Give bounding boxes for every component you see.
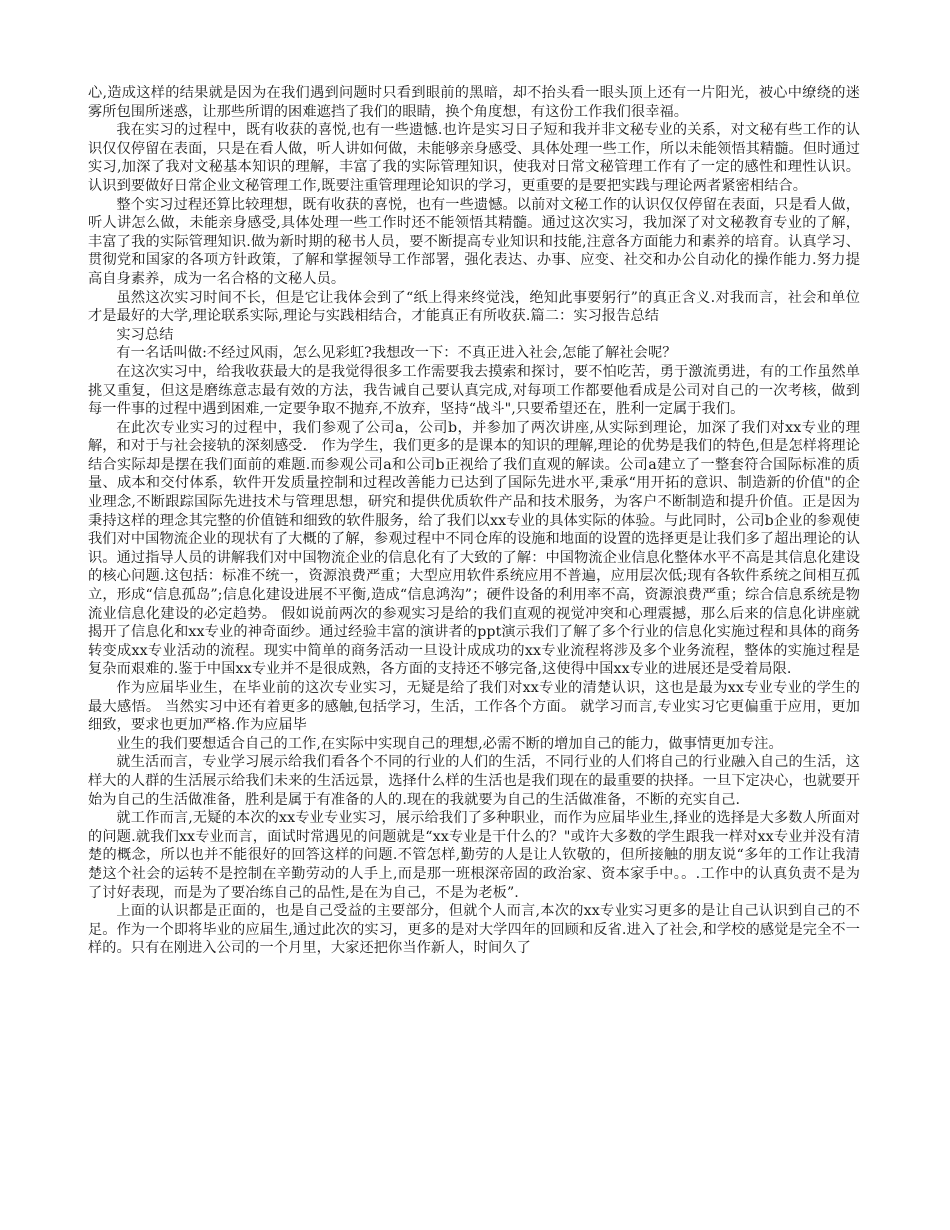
paragraph-2: 我在实习的过程中，既有收获的喜悦,也有一些遗憾.也许是实习日子短和我并非文秘专业的关系，对文秘有些工作的认识仅仅停留在表面，只是在看人做，听人讲如何做，未能够亲身感受、具体处理一些工作，所以未能领悟其精髓。但时通过实习,加深了我对文秘基本知识的理解，丰富了我的实际管理知识，使我对日常文秘管理工作有了一定的感性和理性认识。认识到要做好日常企业文秘管理工作,既要注重管理理论知识的学习，更重要的是要把实践与理论两者紧密相结合。 (88, 122, 860, 194)
paragraph-11: 就工作而言,无疑的本次的xx专业专业实习，展示给我们了多种职业，而作为应届毕业生,择业的选择是大多数人所面对的问题.就我们xx专业而言，面试时常遇见的问题就是“xx专业是干什么的？"或许大多数的学生跟我一样对xx专业并没有清楚的概念，所以也并不能很好的回答这样的问题.不管怎样,勤劳的人是让人钦敬的，但所接触的朋友说“多年的工作让我清楚这个社会的运转不是控制在辛勤劳动的人手上,而是那一班根深帝固的政治家、资本家手中。。.工作中的认真负责不是为了讨好表现，而是为了要冶练自己的品性,是在为自己，不是为老板”. (88, 810, 860, 901)
document-body (88, 84, 860, 958)
paragraph-10: 就生活而言，专业学习展示给我们看各个不同的行业的人们的生活，不同行业的人们将自己的行业融入自己的生活，这样大的人群的生活展示给我们未来的生活远景，选择什么样的生活也是我们现在的最重要的抉择。一旦下定决心，也就要开始为自己的生活做准备，胜利是属于有准备的人的.现在的我就要为自己的生活做准备，不断的充实自己. (88, 754, 860, 808)
paragraph-9: 业生的我们要想适合自己的工作,在实际中实现自己的理想,必需不断的增加自己的能力，做事情更加专注。 (116, 735, 783, 752)
paragraph-6: 在这次实习中，给我收获最大的是我觉得很多工作需要我去摸索和探讨，要不怕吃苦，勇于激流勇进，有的工作虽然单挑又重复，但这是磨练意志最有效的方法，我告诫自己要认真完成,对每项工作都要他看成是公司对自己的一次考核，做到每一件事的过程中遇到困难,一定要争取不抛弃,不放弃，坚持“战斗",只要希望还在，胜利一定属于我们。 (88, 363, 860, 418)
paragraph-7: 在此次专业实习的过程中，我们参观了公司a，公司b，并参加了两次讲座,从实际到理论，加深了我们对xx专业的理解，和对于与社会接轨的深刻感受． 作为学生，我们更多的是课本的知识的理解,理论的优势是我们的特色,但是怎样将理论结合实际却是摆在我们面前的难题.而参观公司a和公司b正视给了我们直观的解读。公司a建立了一整套符合国际标准的质量、成本和交付体系，软件开发质量控制和过程改善能力已达到了国际先进水平,秉承“用开拓的意识、制造新的价值"的企业理念,不断跟踪国际先进技术与管理思想，研究和提供优质软件产品和技术服务，为客户不断制造和提升价值。正是因为秉持这样的理念其完整的价值链和细致的软件服务，给了我们以xx专业的具体实际的体验。与此同时，公司b企业的参观使我们对中国物流企业的现状有了大概的了解，参观过程中不同仓库的设施和地面的设置的选择更是让我们多了超出理论的认识。通过指导人员的讲解我们对中国物流企业的信息化有了大致的了解：中国物流企业信息化整体水平不高是其信息化建设的核心问题.这包括：标准不统一，资源浪费严重；大型应用软件系统应用不普遍，应用层次低;现有各软件系统之间相互孤立，形成“信息孤岛”;信息化建设进展不平衡,造成“信息鸿沟”；硬件设备的利用率不高，资源浪费严重；综合信息系统是物流业信息化建设的必定趋势。 假如说前两次的参观实习是给的我们直观的视觉冲突和心理震撼，那么后来的信息化讲座就揭开了信息化和xx专业的神奇面纱。通过经验丰富的演讲者的ppt演示我们了解了多个行业的信息化实施过程和具体的商务转变成xx专业活动的流程。现实中简单的商务活动一旦设计成成功的xx专业流程将涉及多个业务流程，整体的实施过程是复杂而艰难的.鉴于中国xx专业并不是很成熟，各方面的支持还不够完备,这使得中国xx专业的进展还是受着局限. (88, 419, 860, 678)
paragraph-12: 上面的认识都是正面的，也是自己受益的主要部分，但就个人而言,本次的xx专业实习更多的是让自己认识到自己的不足。作为一个即将毕业的应届生,通过此次的实习，更多的是对大学四年的回顾和反省.进入了社会,和学校的感觉是完全不一样的。只有在刚进入公司的一个月里，大家还把你当作新人，时间久了 (88, 903, 860, 957)
section-heading: 实习总结 (116, 326, 174, 343)
paragraph-4: 虽然这次实习时间不长，但是它让我体会到了“纸上得来终觉浅，绝知此事要躬行”的真正含义.对我而言，社会和单位才是最好的大学,理论联系实际,理论与实践相结合，才能真正有所收获.篇二：实习报告总结 (88, 289, 860, 325)
paragraph-8: 作为应届毕业生，在毕业前的这次专业实习，无疑是给了我们对xx专业的清楚认识，这也是最为xx专业专业的学生的最大感悟。 当然实习中还有着更多的感触,包括学习，生活，工作各个方面。 就学习而言,专业实习它更偏重于应用，更加细致，要求也更加严格.作为应届毕 (88, 680, 860, 734)
paragraph-5: 有一名话叫做:不经过风雨，怎么见彩虹?我想改一下：不真正进入社会,怎能了解社会呢？ (116, 345, 677, 362)
paragraph-1: 心,造成这样的结果就是因为在我们遇到问题时只看到眼前的黑暗，却不抬头看一眼头顶上还有一片阳光，被心中缭绕的迷雾所包围所迷惑，让那些所谓的困难遮挡了我们的眼睛，换个角度想，有这份工作我们很幸福。 (88, 85, 860, 120)
paragraph-3: 整个实习过程还算比较理想，既有收获的喜悦，也有一些遗憾。以前对文秘工作的认识仅仅停留在表面，只是看人做，听人讲怎么做，未能亲身感受,具体处理一些工作时还不能领悟其精髓。通过这次实习，我加深了对文秘教育专业的了解，丰富了我的实际管理知识.做为新时期的秘书人员，要不断提高专业知识和技能,注意各方面能力和素养的培育。认真学习、贯彻党和国家的各项方针政策，了解和掌握领导工作部署，强化表达、办事、应变、社交和办公自动化的操作能力.努力提高自身素养，成为一名合格的文秘人员。 (88, 196, 860, 287)
